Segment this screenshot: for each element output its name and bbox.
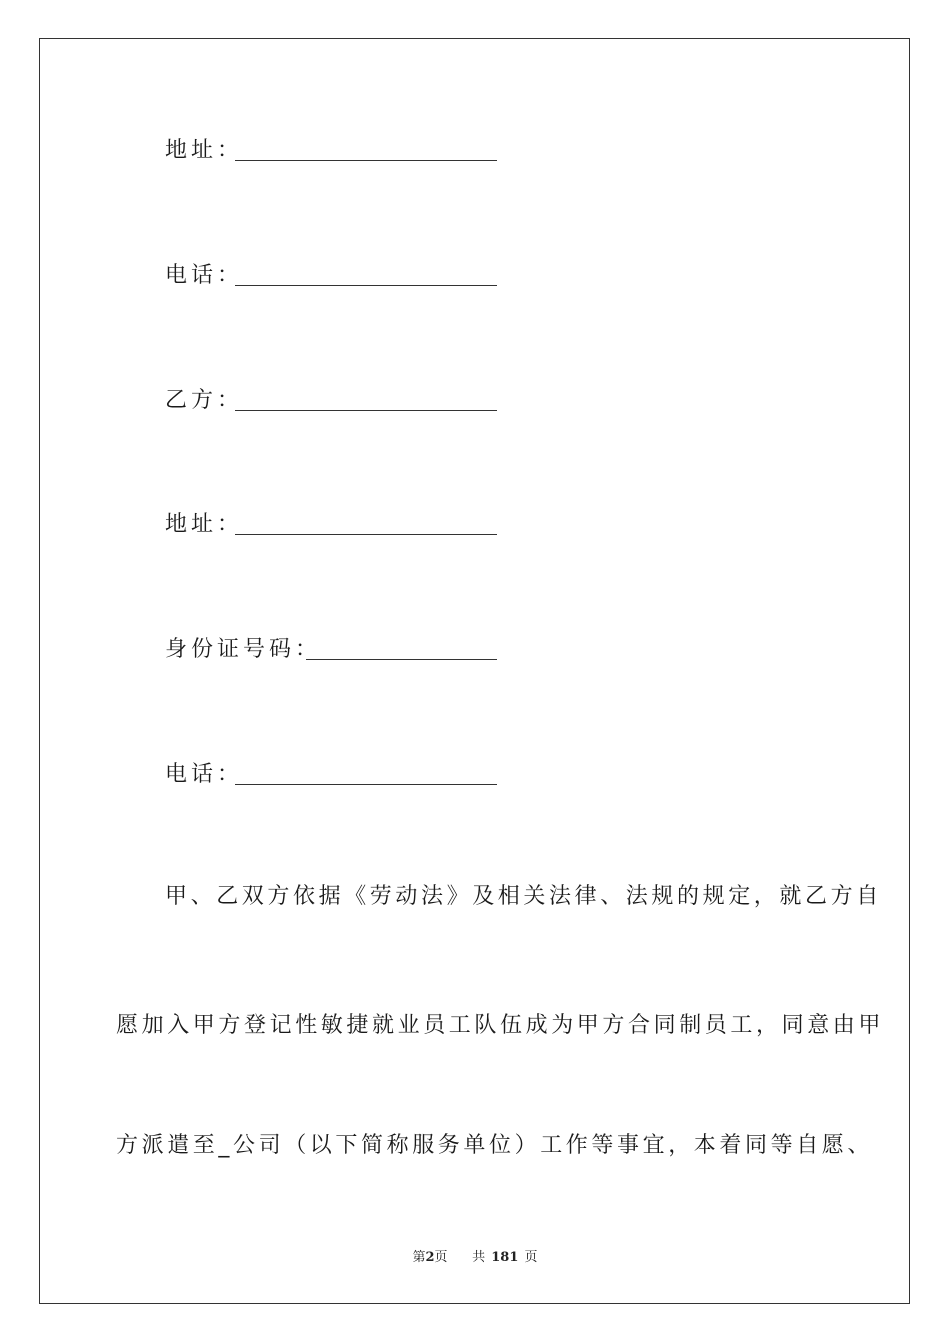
field-label: 身份证号码： [165,637,322,662]
paragraph-line: 甲、乙双方依据《劳动法》及相关法律、法规的规定，就乙方自 [165,884,882,909]
page-suffix: 页 [434,1250,448,1265]
field-blank-line[interactable] [235,160,497,161]
address-field-party-a [165,136,243,166]
paragraph-line: 方派遣至_公司（以下简称服务单位）工作等事宜，本着同等自愿、 [116,1133,874,1158]
page-footer [0,1246,950,1265]
total-prefix: 共 [472,1250,486,1265]
field-label: 电话： [165,762,244,787]
total-suffix: 页 [524,1250,538,1265]
phone-field-party-a [165,261,243,291]
field-blank-line[interactable] [235,784,497,785]
field-label: 乙方： [165,388,244,413]
field-blank-line[interactable] [235,410,497,411]
address-field-party-b [165,510,243,540]
party-b-field [165,386,243,416]
page-prefix: 第 [412,1250,426,1265]
field-label: 地址： [165,138,244,163]
paragraph-line: 愿加入甲方登记性敏捷就业员工队伍成为甲方合同制员工，同意由甲 [116,1013,885,1038]
field-label: 地址： [165,512,244,537]
field-label: 电话： [165,263,244,288]
page-number: 2 [425,1250,435,1265]
id-number-field [165,635,321,665]
page-border [39,38,910,1304]
field-blank-line[interactable] [235,285,497,286]
total-pages: 181 [491,1250,519,1265]
field-blank-line[interactable] [306,659,497,660]
field-blank-line[interactable] [235,534,497,535]
phone-field-party-b [165,760,243,790]
